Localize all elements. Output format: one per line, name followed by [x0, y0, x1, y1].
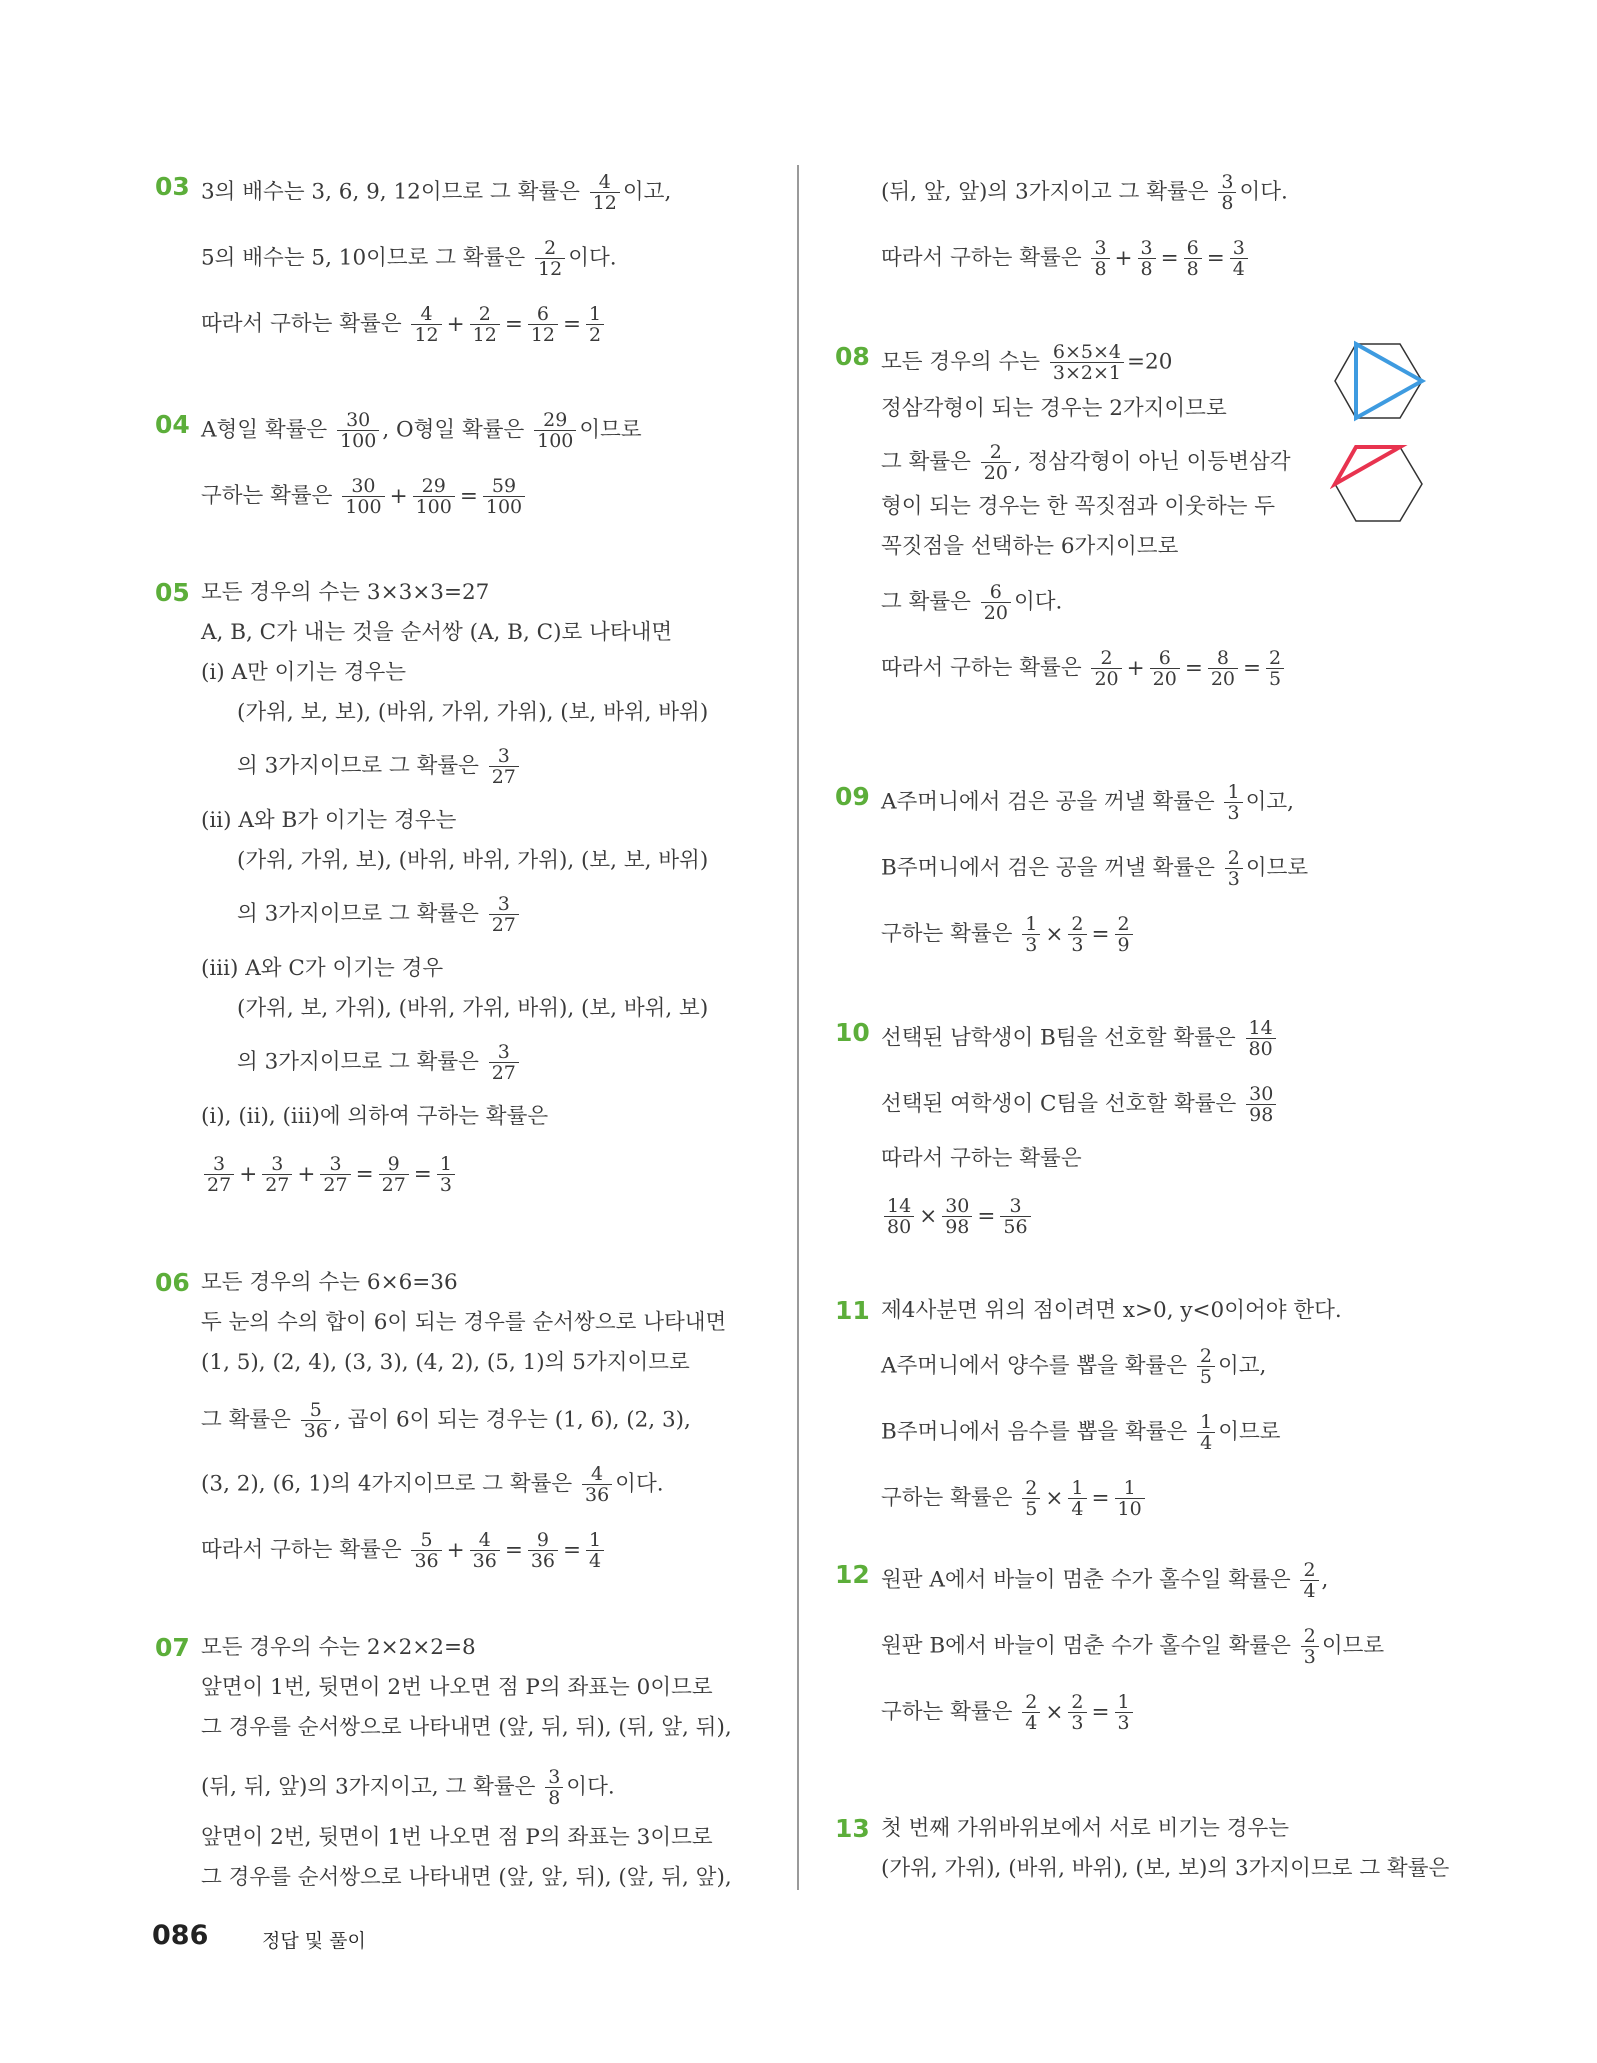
fraction: $\frac{2}{12}$ — [535, 238, 565, 279]
text-line: 모든 경우의 수는 $\frac{6\times 5\times 4}{3\times 2\times 1}$ =20 — [881, 341, 1173, 384]
case-heading: (ⅰ) A만 이기는 경우는 — [201, 660, 407, 685]
text-line: 정삼각형이 되는 경우는 2가지이므로 — [881, 396, 1227, 421]
equation-line: 따라서 구하는 확률은 $\frac{5}{36}$ + $\frac{4}{36}$ = $\frac{9}{36}$ = $\frac{1}{4}$ — [201, 1530, 607, 1571]
text-line: (가위, 가위, 보), (바위, 바위, 가위), (보, 보, 바위) — [237, 848, 709, 873]
text-line: 제4사분면 위의 점이려면 x>0, y<0이어야 한다. — [881, 1298, 1342, 1323]
isosceles-triangle — [1335, 447, 1400, 484]
text-line: (뒤, 뒤, 앞)의 3가지이고, 그 확률은 $\frac{3}{8}$ 이다. — [201, 1766, 615, 1809]
text-line: A형일 확률은 $\frac{30}{100}$ , O형일 확률은 $\frac{29}{100}$ 이므로 — [201, 409, 642, 452]
text-line: (ⅰ), (ⅱ), (ⅲ)에 의하여 구하는 확률은 — [201, 1104, 549, 1129]
text-line: 앞면이 1번, 뒷면이 2번 나오면 점 P의 좌표는 0이므로 — [201, 1675, 713, 1700]
text-line: 형이 되는 경우는 한 꼭짓점과 이웃하는 두 — [881, 494, 1276, 519]
text-line: 의 3가지이므로 그 확률은 $\frac{3}{27}$ — [237, 746, 522, 787]
equation-line: 구하는 확률은 $\frac{30}{100}$ + $\frac{29}{100}$ = $\frac{59}{100}$ — [201, 476, 528, 517]
text-line: 두 눈의 수의 합이 6이 되는 경우를 순서쌍으로 나타내면 — [201, 1310, 727, 1335]
text-line: 앞면이 2번, 뒷면이 1번 나오면 점 P의 좌표는 3이므로 — [201, 1825, 713, 1850]
problem-number: 07 — [155, 1633, 190, 1662]
text-line: (가위, 보, 보), (바위, 가위, 가위), (보, 바위, 바위) — [237, 700, 709, 725]
equation-line: 따라서 구하는 확률은 $\frac{2}{20}$ + $\frac{6}{20}$ = $\frac{8}{20}$ = $\frac{2}{5}$ — [881, 648, 1287, 689]
text-line: 3의 배수는 3, 6, 9, 12이므로 그 확률은 $\frac{4}{12}$ 이고, — [201, 171, 672, 214]
text-line: 5의 배수는 5, 10이므로 그 확률은 $\frac{2}{12}$ 이다. — [201, 237, 617, 280]
text-line: 그 경우를 순서쌍으로 나타내면 (앞, 뒤, 뒤), (뒤, 앞, 뒤), — [201, 1715, 732, 1740]
case-heading: (ⅱ) A와 B가 이기는 경우는 — [201, 808, 457, 833]
equation-line: 구하는 확률은 $\frac{1}{3}$ × $\frac{2}{3}$ = $\frac{2}{9}$ — [881, 914, 1136, 955]
hexagon-figure — [1330, 334, 1440, 534]
text-line: A주머니에서 양수를 뽑을 확률은 $\frac{2}{5}$ 이고, — [881, 1345, 1267, 1388]
problem-number: 04 — [155, 410, 190, 439]
text-line: (3, 2), (6, 1)의 4가지이므로 그 확률은 $\frac{4}{36}$ 이다. — [201, 1463, 664, 1506]
problem-number: 09 — [835, 782, 870, 811]
problem-number: 13 — [835, 1814, 870, 1843]
equation-line: 구하는 확률은 $\frac{2}{5}$ × $\frac{1}{4}$ = $\frac{1}{10}$ — [881, 1478, 1148, 1519]
text-line: 꼭짓점을 선택하는 6가지이므로 — [881, 534, 1179, 559]
text-line: 선택된 여학생이 C팀을 선호할 확률은 $\frac{30}{98}$ — [881, 1084, 1279, 1125]
text-line: 그 경우를 순서쌍으로 나타내면 (앞, 앞, 뒤), (앞, 뒤, 앞), — [201, 1865, 732, 1890]
equation-line: 따라서 구하는 확률은 $\frac{3}{8}$ + $\frac{3}{8}$ = $\frac{6}{8}$ = $\frac{3}{4}$ — [881, 238, 1251, 279]
text-line: 원판 B에서 바늘이 멈춘 수가 홀수일 확률은 $\frac{2}{3}$ 이므로 — [881, 1625, 1385, 1668]
text-line: A주머니에서 검은 공을 꺼낼 확률은 $\frac{1}{3}$ 이고, — [881, 781, 1294, 824]
text-line: 의 3가지이므로 그 확률은 $\frac{3}{27}$ — [237, 894, 522, 935]
problem-number: 08 — [835, 342, 870, 371]
text-line: 모든 경우의 수는 3×3×3=27 — [201, 580, 490, 605]
text-line: 의 3가지이므로 그 확률은 $\frac{3}{27}$ — [237, 1042, 522, 1083]
text-line: B주머니에서 음수를 뽑을 확률은 $\frac{1}{4}$ 이므로 — [881, 1411, 1281, 1454]
text-line: (가위, 가위), (바위, 바위), (보, 보)의 3가지이므로 그 확률은 — [881, 1856, 1450, 1881]
text-line: (가위, 보, 가위), (바위, 가위, 바위), (보, 바위, 보) — [237, 996, 709, 1021]
problem-number: 06 — [155, 1268, 190, 1297]
problem-number: 12 — [835, 1560, 870, 1589]
problem-number: 10 — [835, 1018, 870, 1047]
text-line: 따라서 구하는 확률은 — [881, 1146, 1082, 1171]
text-line: (뒤, 앞, 앞)의 3가지이고 그 확률은 $\frac{3}{8}$ 이다. — [881, 171, 1288, 214]
text-line: 그 확률은 $\frac{5}{36}$ , 곱이 6이 되는 경우는 (1, 6), (2, 3), — [201, 1399, 691, 1442]
text-line: A, B, C가 내는 것을 순서쌍 (A, B, C)로 나타내면 — [201, 620, 673, 645]
text-line: (1, 5), (2, 4), (3, 3), (4, 2), (5, 1)의 5가지이므로 — [201, 1350, 690, 1375]
equation-line: 구하는 확률은 $\frac{2}{4}$ × $\frac{2}{3}$ = $\frac{1}{3}$ — [881, 1692, 1136, 1733]
equilateral-triangle — [1356, 344, 1422, 418]
column-divider — [797, 165, 799, 1890]
text-line: 모든 경우의 수는 6×6=36 — [201, 1270, 458, 1295]
text-line: 모든 경우의 수는 2×2×2=8 — [201, 1635, 476, 1660]
text-line: 첫 번째 가위바위보에서 서로 비기는 경우는 — [881, 1816, 1290, 1841]
text-line: 그 확률은 $\frac{2}{20}$ , 정삼각형이 아닌 이등변삼각 — [881, 441, 1291, 484]
text-line: 선택된 남학생이 B팀을 선호할 확률은 $\frac{14}{80}$ — [881, 1018, 1279, 1059]
text-line: B주머니에서 검은 공을 꺼낼 확률은 $\frac{2}{3}$ 이므로 — [881, 847, 1309, 890]
text-line: 그 확률은 $\frac{6}{20}$ 이다. — [881, 581, 1063, 624]
case-heading: (ⅲ) A와 C가 이기는 경우 — [201, 956, 444, 981]
fraction: $\frac{4}{12}$ — [590, 172, 620, 213]
text-line: 원판 A에서 바늘이 멈춘 수가 홀수일 확률은 $\frac{2}{4}$ , — [881, 1559, 1329, 1602]
page-number: 086 — [152, 1920, 209, 1951]
equation-line: $\frac{3}{27}$ + $\frac{3}{27}$ + $\frac{3}{27}$ = $\frac{9}{27}$ = $\frac{1}{3}$ — [201, 1154, 458, 1195]
problem-number: 11 — [835, 1296, 870, 1325]
equation-line: $\frac{14}{80}$ × $\frac{30}{98}$ = $\frac{3}{56}$ — [881, 1196, 1034, 1237]
problem-number: 05 — [155, 578, 190, 607]
equation-line: 따라서 구하는 확률은 $\frac{4}{12}$ + $\frac{2}{12}$ = $\frac{6}{12}$ = $\frac{1}{2}$ — [201, 304, 607, 345]
footer-title: 정답 및 풀이 — [262, 1930, 366, 1952]
problem-number: 03 — [155, 172, 190, 201]
